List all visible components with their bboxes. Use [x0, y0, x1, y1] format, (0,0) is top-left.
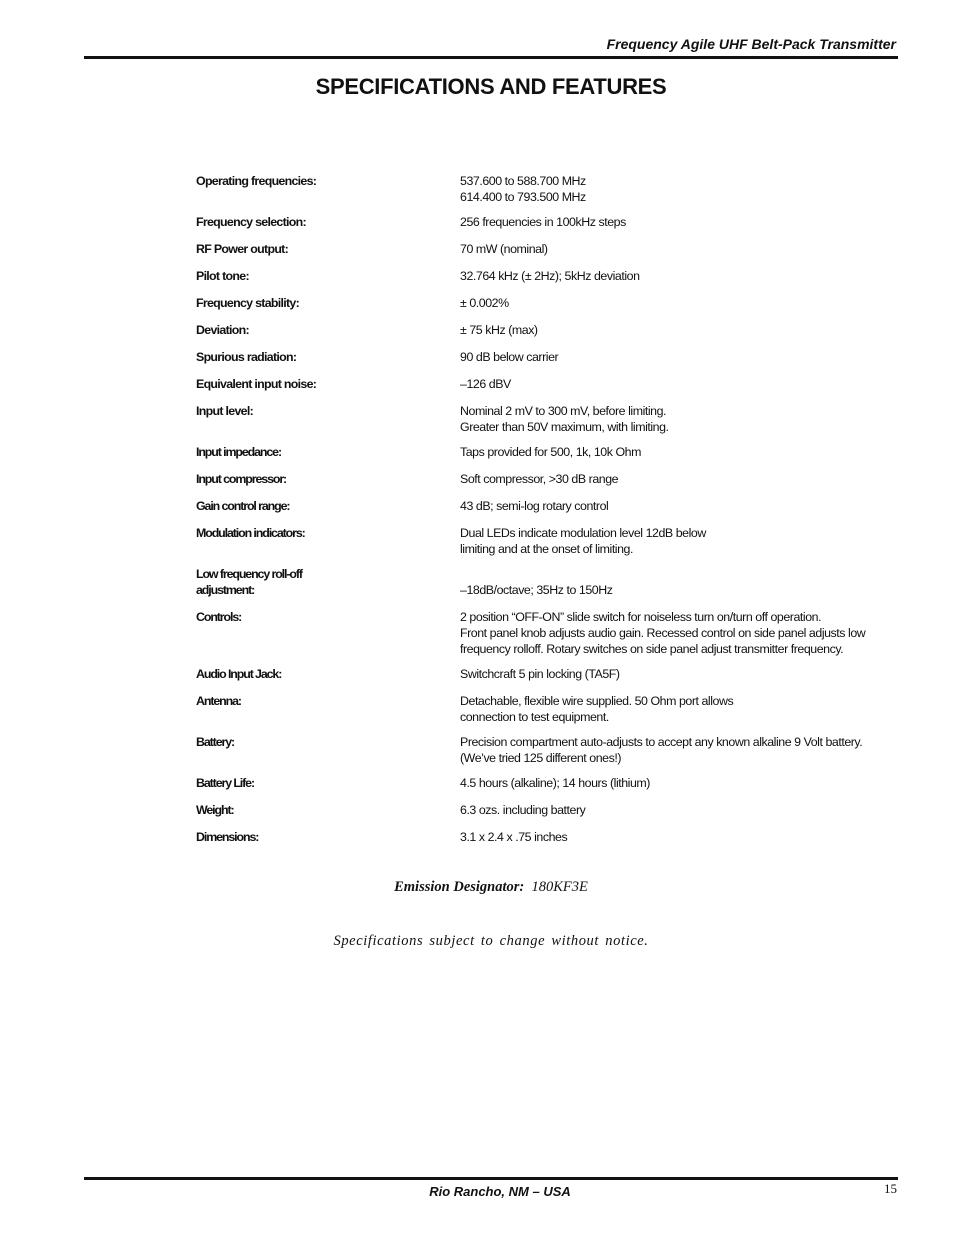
- spec-row-weight: [196, 802, 906, 818]
- spec-label: Input compressor:: [196, 472, 287, 486]
- spec-row-equivalent-input-noise: [196, 376, 906, 392]
- spec-label: Audio Input Jack:: [196, 667, 282, 681]
- spec-label: Battery Life:: [196, 776, 254, 790]
- spec-row-frequency-selection: [196, 214, 906, 230]
- spec-label: Input impedance:: [196, 445, 281, 459]
- spec-label: RF Power output:: [196, 242, 289, 256]
- spec-row-battery-life: [196, 775, 906, 791]
- spec-label: Frequency selection:: [196, 215, 306, 229]
- spec-value: Switchcraft 5 pin locking (TA5F): [460, 667, 620, 681]
- spec-row-low-frequency-rolloff: [196, 566, 906, 598]
- spec-value: Precision compartment auto-adjusts to accept any known alkaline 9 Volt battery. (We’ve tried 125 different ones!): [460, 735, 863, 765]
- spec-label: Dimensions:: [196, 830, 259, 844]
- spec-value: –126 dBV: [460, 377, 511, 391]
- spec-value: Nominal 2 mV to 300 mV, before limiting. Greater than 50V maximum, with limiting.: [460, 404, 669, 434]
- specifications-table: [196, 173, 906, 856]
- spec-row-pilot-tone: [196, 268, 906, 284]
- spec-label: Deviation:: [196, 323, 249, 337]
- spec-label: Low frequency roll-off adjustment:: [196, 567, 302, 597]
- spec-row-input-compressor: [196, 471, 906, 487]
- spec-value: 4.5 hours (alkaline); 14 hours (lithium): [460, 776, 650, 790]
- spec-row-input-impedance: [196, 444, 906, 460]
- spec-value: 32.764 kHz (± 2Hz); 5kHz deviation: [460, 269, 640, 283]
- footer-location: Rio Rancho, NM – USA: [429, 1184, 571, 1199]
- emission-designator: [0, 879, 954, 896]
- spec-value: Taps provided for 500, 1k, 10k Ohm: [460, 445, 641, 459]
- spec-value: 90 dB below carrier: [460, 350, 559, 364]
- spec-label: Frequency stability:: [196, 296, 300, 310]
- spec-row-rf-power-output: [196, 241, 906, 257]
- spec-label: Equivalent input noise:: [196, 377, 317, 391]
- spec-value: 3.1 x 2.4 x .75 inches: [460, 830, 568, 844]
- spec-row-modulation-indicators: [196, 525, 906, 557]
- spec-row-input-level: [196, 403, 906, 435]
- spec-value: 70 mW (nominal): [460, 242, 548, 256]
- spec-label: Battery:: [196, 735, 235, 749]
- spec-label: Operating frequencies:: [196, 174, 317, 188]
- spec-value: 43 dB; semi-log rotary control: [460, 499, 609, 513]
- spec-label: Modulation indicators:: [196, 526, 305, 540]
- spec-value: Dual LEDs indicate modulation level 12dB below limiting and at the onset of limiting.: [460, 526, 706, 556]
- spec-row-controls: [196, 609, 906, 657]
- spec-value: Detachable, flexible wire supplied. 50 Ohm port allows connection to test equipment.: [460, 694, 734, 724]
- spec-label: Weight:: [196, 803, 234, 817]
- spec-label: Antenna:: [196, 694, 241, 708]
- spec-label: Input level:: [196, 404, 254, 418]
- spec-value: 256 frequencies in 100kHz steps: [460, 215, 626, 229]
- header-rule: [84, 56, 898, 59]
- running-header-title: Frequency Agile UHF Belt-Pack Transmitter: [606, 36, 896, 52]
- spec-row-frequency-stability: [196, 295, 906, 311]
- spec-row-spurious-radiation: [196, 349, 906, 365]
- spec-row-audio-input-jack: [196, 666, 906, 682]
- specifications-notice: Specifications subject to change without notice.: [333, 933, 649, 949]
- spec-label: Controls:: [196, 610, 242, 624]
- spec-label: Pilot tone:: [196, 269, 249, 283]
- spec-value: 2 position “OFF-ON” slide switch for noiseless turn on/turn off operation. Front panel knob adjusts audio gain. Recessed control on side panel adjusts low frequency rolloff. Rotary switches on side panel adjust transmitter frequency.: [460, 610, 866, 656]
- spec-row-deviation: [196, 322, 906, 338]
- spec-value: ± 75 kHz (max): [460, 323, 538, 337]
- spec-label: Gain control range:: [196, 499, 290, 513]
- spec-row-operating-frequencies: [196, 173, 906, 205]
- spec-value: 537.600 to 588.700 MHz 614.400 to 793.500 MHz: [460, 174, 586, 204]
- page-number: 15: [884, 1181, 897, 1196]
- spec-row-antenna: [196, 693, 906, 725]
- footer-rule: [84, 1177, 898, 1180]
- emission-designator-label: Emission Designator:: [394, 879, 525, 895]
- spec-row-battery: [196, 734, 906, 766]
- spec-row-gain-control-range: [196, 498, 906, 514]
- spec-value: –18dB/octave; 35Hz to 150Hz: [460, 583, 613, 597]
- emission-designator-value: 180KF3E: [531, 879, 588, 895]
- spec-value: 6.3 ozs. including battery: [460, 803, 586, 817]
- page-title: SPECIFICATIONS AND FEATURES: [315, 74, 667, 99]
- spec-value: ± 0.002%: [460, 296, 509, 310]
- spec-label: Spurious radiation:: [196, 350, 297, 364]
- spec-row-dimensions: [196, 829, 906, 845]
- spec-value: Soft compressor, >30 dB range: [460, 472, 619, 486]
